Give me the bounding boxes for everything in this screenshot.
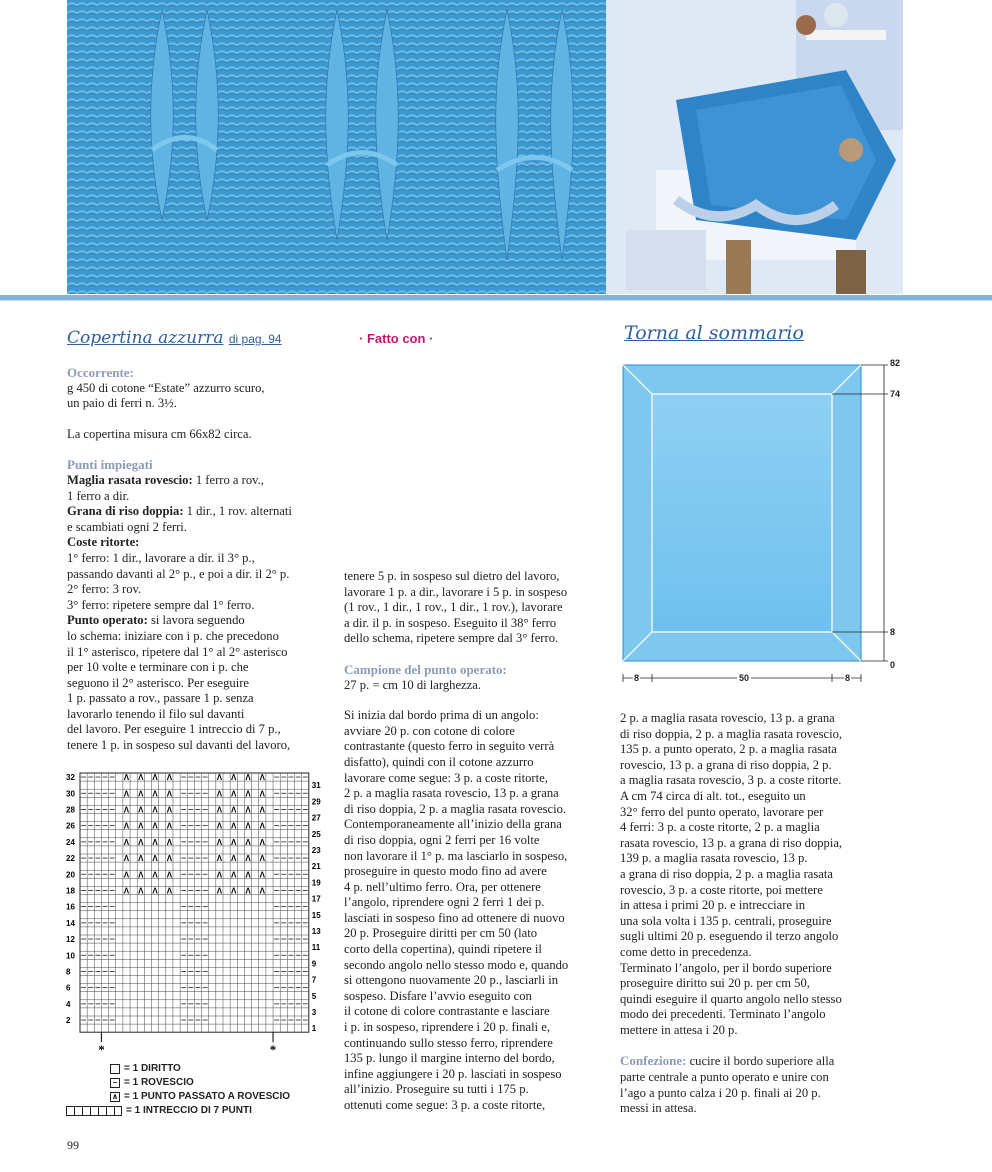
chart-row-number: 31 — [311, 781, 321, 791]
stitch-desc-line: 1 ferro a dir. — [67, 488, 130, 503]
slip-stitch-mark: Λ — [123, 773, 130, 783]
slip-stitch-mark: Λ — [216, 870, 223, 880]
size-note: La copertina misura cm 66x82 circa. — [67, 426, 252, 441]
stitch-desc-line: e scambiati ogni 2 ferri. — [67, 519, 187, 534]
slip-stitch-mark: Λ — [123, 870, 130, 880]
slip-stitch-mark: Λ — [259, 821, 265, 831]
text-line: quindi eseguire il quarto angolo nello stesso — [620, 991, 842, 1006]
text-line: come detto in precedenza. — [620, 944, 752, 959]
stitch-desc-line: passando davanti al 2° p., e poi a dir. il 2° p. — [67, 566, 290, 581]
chart-row-number: 6 — [66, 983, 71, 993]
stitch-desc-line: del lavoro. Per eseguire 1 intreccio di 7 p., — [67, 722, 281, 737]
text-line: parte centrale a punto operato e unire con — [620, 1070, 829, 1085]
chart-row-number: 3 — [311, 1008, 317, 1017]
text-line: 2 p. a maglia rasata rovescio, 13 p. a grana — [620, 711, 835, 725]
slip-stitch-mark: Λ — [166, 789, 173, 799]
slip-stitch-mark: Λ — [152, 789, 158, 799]
made-with-label: · Fatto con · — [359, 331, 434, 346]
text-line: sospeso. Disfare l’avvio eseguito con — [344, 988, 532, 1003]
slip-stitch-mark: Λ — [166, 821, 173, 831]
slip-stitch-mark: Λ — [259, 773, 265, 783]
slip-stitch-mark: Λ — [166, 886, 173, 896]
slip-stitch-mark: Λ — [245, 837, 251, 847]
text-line: ottenuti come segue: 3 p. a coste ritorte, — [344, 1098, 546, 1112]
gauge-text: 27 p. = cm 10 di larghezza. — [344, 677, 481, 692]
finishing-paragraph: Confezione: cucire il bordo superiore alla — [620, 1053, 835, 1069]
slip-stitch-mark: Λ — [231, 837, 237, 847]
chart-row-number: 14 — [66, 918, 75, 928]
slip-stitch-mark: Λ — [245, 870, 251, 880]
dim-label: 8 — [634, 673, 640, 683]
slip-stitch-mark: Λ — [216, 821, 223, 831]
cable-symbol-icon — [66, 1106, 122, 1116]
slip-stitch-mark: Λ — [123, 854, 130, 864]
chart-row-number: 19 — [311, 878, 321, 888]
materials-heading: Occorrente: — [67, 365, 134, 380]
text-line: l’angolo, riprendere ogni 2 ferri 1 dei p. — [344, 895, 545, 910]
slip-stitch-mark: Λ — [123, 837, 130, 847]
text-line: corto della copertina), quindi ripetere il — [344, 942, 542, 957]
slip-stitch-mark: Λ — [152, 773, 158, 783]
instructions-body — [620, 711, 890, 1038]
text-line: l’ago a punto calza i 20 p. finali ai 20 p. — [620, 1085, 821, 1100]
slip-stitch-mark: Λ — [259, 854, 265, 864]
stitch-chart-grid — [66, 770, 326, 1060]
text-line: lasciati in sospeso fino ad ottenere di nuovo — [344, 910, 565, 925]
text-line: modo dei precedenti. Terminato l’angolo — [620, 1007, 826, 1022]
dim-label: 0 — [890, 660, 896, 670]
pattern-title-link[interactable] — [67, 328, 282, 348]
column-1 — [67, 365, 332, 754]
materials-line: un paio di ferri n. 3½. — [67, 396, 177, 411]
slip-stitch-mark: Λ — [152, 805, 158, 815]
repeat-asterisk: * — [98, 1042, 105, 1058]
slip-stitch-mark: Λ — [259, 837, 265, 847]
slip-stitch-mark: Λ — [216, 805, 223, 815]
page-number: 99 — [67, 1138, 79, 1152]
text-line: Si inizia dal bordo prima di un angolo: — [344, 708, 539, 723]
slip-stitch-mark: Λ — [216, 886, 223, 896]
page-reference: di pag. 94 — [228, 332, 282, 346]
stitch-desc: Grana di riso doppia: 1 dir., 1 rov. alternati — [67, 504, 292, 519]
stitch-desc-line: seguono il 2° asterisco. Per eseguire — [67, 675, 250, 690]
text-line: a dir. il p. in sospeso. Eseguito il 38° ferro — [344, 615, 557, 630]
chart-row-number: 20 — [66, 870, 75, 880]
chart-row-number: 21 — [311, 862, 321, 872]
header-rule-thin — [0, 300, 992, 301]
slip-stitch-mark: Λ — [123, 821, 130, 831]
legend-purl: − = 1 ROVESCIO — [110, 1077, 194, 1088]
slip-stitch-mark: Λ — [123, 805, 130, 815]
stitch-desc-line: il 1° asterisco, ripetere dal 1° al 2° asterisco — [67, 644, 288, 659]
text-line: rasata rovescio, 13 p. a grana di riso doppia, — [620, 835, 843, 850]
knit-symbol-icon — [110, 1064, 120, 1074]
text-line: dello schema, ripetere sempre dal 3° ferro. — [344, 631, 559, 646]
text-line: rovescio, 3 p. a coste ritorte, poi mettere — [620, 882, 823, 897]
text-line: a maglia rasata rovescio, 3 p. a coste ritorte. — [620, 773, 842, 788]
instructions-body — [344, 708, 604, 1113]
slip-stitch-mark: Λ — [231, 886, 237, 896]
text-line: sugli ultimi 20 p. eseguendo il terzo angolo — [620, 929, 839, 944]
slip-stitch-mark: Λ — [259, 789, 265, 799]
stitch-desc-line: per 10 volte e terminare con i p. che — [67, 660, 249, 675]
slip-stitch-mark: Λ — [138, 805, 144, 815]
stitch-desc-line: tenere 1 p. in sospeso sul davanti del lavoro, — [67, 738, 291, 753]
text-line: continuando sullo stesso ferro, riprendere — [344, 1035, 553, 1050]
slip-stitch-mark: Λ — [259, 886, 265, 896]
text-line: di riso doppia, ogni 2 ferri per 16 volte — [344, 832, 540, 847]
chart-row-number: 13 — [311, 927, 321, 936]
dim-label: 82 — [890, 358, 901, 368]
chart-row-number: 26 — [66, 821, 75, 831]
slip-stitch-mark: Λ — [123, 789, 130, 799]
slip-stitch-mark: Λ — [216, 789, 223, 799]
chart-row-number: 11 — [311, 943, 321, 953]
text-line: 20 p. Proseguire diritti per cm 50 (lato — [344, 926, 538, 941]
chart-row-number: 12 — [66, 935, 75, 945]
slip-stitch-mark: Λ — [166, 854, 173, 864]
slip-symbol-icon: ∧ — [111, 1091, 119, 1101]
slip-stitch-mark: Λ — [231, 870, 237, 880]
text-line: contrastante (questo ferro in seguito verrà — [344, 739, 555, 754]
slip-stitch-mark: Λ — [166, 837, 173, 847]
text-line: di riso doppia, 2 p. a maglia rasata rovescio, — [620, 726, 843, 741]
slip-stitch-mark: Λ — [138, 854, 144, 864]
slip-stitch-mark: Λ — [231, 773, 237, 783]
slip-stitch-mark: Λ — [138, 789, 144, 799]
chart-row-number: 2 — [66, 1016, 71, 1026]
text-line: 2 p. a maglia rasata rovescio, 13 p. a grana — [344, 786, 559, 801]
text-line: di riso doppia, 2 p. a maglia rasata rovescio. — [344, 801, 567, 816]
slip-stitch-mark: Λ — [216, 854, 223, 864]
chart-row-number: 7 — [311, 975, 317, 985]
chart-row-number: 28 — [66, 805, 75, 815]
text-line: lavorare come segue: 3 p. a coste ritorte, — [344, 770, 548, 785]
text-line: si ottengono nuovamente 20 p., lasciarli in — [344, 973, 559, 988]
text-line: 32° ferro del punto operato, lavorare per — [620, 804, 824, 819]
text-line: mettere in attesa i 20 p. — [620, 1022, 738, 1037]
chart-row-number: 10 — [66, 951, 75, 961]
text-line: 139 p. a maglia rasata rovescio, 13 p. — [620, 851, 808, 866]
dim-label: 8 — [890, 627, 896, 637]
materials-line: g 450 di cotone “Estate” azzurro scuro, — [67, 380, 265, 395]
legend-cable: = 1 INTRECCIO DI 7 PUNTI — [66, 1105, 252, 1116]
stitch-desc-line: 1 p. passato a rov., passare 1 p. senza — [67, 691, 254, 706]
slip-stitch-mark: Λ — [245, 886, 251, 896]
text-line: proseguire diritto sui 20 p. per cm 50, — [620, 976, 810, 991]
slip-stitch-mark: Λ — [245, 854, 251, 864]
slip-stitch-mark: Λ — [231, 854, 237, 864]
chart-row-number: 30 — [66, 789, 75, 799]
text-line: proseguire in questo modo fino ad avere — [344, 864, 547, 879]
chart-row-number: 16 — [66, 902, 75, 912]
slip-stitch-mark: Λ — [216, 773, 223, 783]
back-to-contents-link[interactable]: Torna al sommario — [624, 322, 804, 344]
stitch-desc: Maglia rasata rovescio: 1 ferro a rov., — [67, 472, 264, 487]
slip-stitch-mark: Λ — [138, 886, 144, 896]
slip-stitch-mark: Λ — [166, 805, 173, 815]
repeat-asterisk: * — [269, 1042, 277, 1058]
chart-row-number: 23 — [311, 846, 321, 855]
slip-stitch-mark: Λ — [152, 854, 158, 864]
text-line: a grana di riso doppia, 2 p. a maglia rasata — [620, 866, 833, 881]
slip-stitch-mark: Λ — [231, 805, 237, 815]
text-line: 4 p. nell’ultimo ferro. Ora, per ottenere — [344, 879, 541, 894]
slip-stitch-mark: Λ — [152, 870, 158, 880]
stitch-label: Coste ritorte: — [67, 535, 140, 550]
text-line: 135 p. lungo il margine interno del bordo, — [344, 1051, 555, 1066]
chart-row-number: 5 — [311, 991, 317, 1001]
slip-stitch-mark: Λ — [245, 821, 251, 831]
stitch-desc-line: lavorarlo tenendo il filo sul davanti — [67, 706, 245, 721]
slip-stitch-mark: Λ — [231, 789, 237, 799]
text-line: all’inizio. Proseguire su tutti i 175 p. — [344, 1082, 529, 1097]
text-line: una sola volta i 135 p. centrali, proseguire — [620, 913, 832, 928]
chart-row-number: 22 — [66, 854, 75, 864]
text-line: tenere 5 p. in sospeso sul dietro del lavoro, — [344, 569, 560, 583]
chart-row-number: 27 — [311, 813, 321, 823]
slip-stitch-mark: Λ — [245, 789, 251, 799]
chart-row-number: 1 — [311, 1024, 317, 1034]
stitch-desc-line: 1° ferro: 1 dir., lavorare a dir. il 3° p., — [67, 550, 255, 565]
column-2 — [344, 569, 604, 1114]
text-line: Contemporaneamente all’inizio della grana — [344, 817, 562, 832]
stitches-heading: Punti impiegati — [67, 457, 153, 473]
slip-stitch-mark: Λ — [152, 837, 158, 847]
text-line: non lavorare il 1° p. ma lasciarlo in sospeso, — [344, 848, 568, 863]
slip-stitch-mark: Λ — [166, 870, 173, 880]
slip-stitch-mark: Λ — [245, 805, 251, 815]
blanket-diagram — [618, 356, 908, 686]
text-line: A cm 74 circa di alt. tot., eseguito un — [620, 788, 806, 803]
slip-stitch-mark: Λ — [166, 773, 173, 783]
chart-row-number: 18 — [66, 886, 75, 896]
chart-row-number: 32 — [66, 773, 75, 783]
purl-symbol-icon: − — [110, 1078, 120, 1088]
text-line: infine aggiungere i 20 p. lasciati in sospeso — [344, 1066, 562, 1081]
text-line: (1 rov., 1 dir., 1 rov., 1 dir., 1 rov.), lavorare — [344, 600, 563, 615]
slip-stitch-mark: Λ — [138, 837, 144, 847]
chart-row-number: 15 — [311, 910, 321, 920]
stitch-desc-line: 3° ferro: ripetere sempre dal 1° ferro. — [67, 597, 255, 612]
text-line: Terminato l’angolo, per il bordo superiore — [620, 960, 832, 975]
slip-stitch-mark: Λ — [138, 870, 144, 880]
pattern-title: Copertina azzurra — [67, 328, 224, 348]
slip-stitch-mark: Λ — [216, 837, 223, 847]
chart-row-number: 8 — [66, 967, 71, 977]
legend-knit: = 1 DIRITTO — [110, 1063, 181, 1074]
slip-stitch-mark: Λ — [138, 773, 144, 783]
stitch-chart — [66, 770, 326, 1060]
text-line: il cotone di colore contrastante e lasciare — [344, 1004, 550, 1019]
chart-row-number: 17 — [311, 894, 321, 904]
column-3 — [620, 711, 890, 1117]
stitch-desc-line: lo schema: iniziare con i p. che precedono — [67, 628, 279, 643]
chart-row-number: 9 — [311, 959, 317, 969]
stitch-desc: Punto operato: si lavora seguendo — [67, 613, 245, 628]
chart-row-number: 25 — [311, 829, 321, 839]
text-line: 4 ferri: 3 p. a coste ritorte, 2 p. a maglia — [620, 820, 820, 835]
slip-stitch-mark: Λ — [231, 821, 237, 831]
dim-label: 8 — [845, 673, 851, 683]
chart-row-number: 24 — [66, 837, 75, 847]
stitch-photo — [67, 0, 606, 294]
text-line: disfatto), quindi con il cotone azzurro — [344, 754, 534, 769]
stitch-desc-line: 2° ferro: 3 rov. — [67, 582, 142, 597]
text-line: rovescio, 13 p. a grana di riso doppia, 2 p. — [620, 757, 832, 772]
slip-stitch-mark: Λ — [138, 821, 144, 831]
dim-label: 74 — [890, 389, 901, 399]
text-line: in attesa i primi 20 p. e intrecciare in — [620, 898, 805, 913]
slip-stitch-mark: Λ — [123, 886, 130, 896]
text-line: secondo angolo nello stesso modo e, quando — [344, 957, 569, 972]
legend-slip: ∧ = 1 PUNTO PASSATO A ROVESCIO — [111, 1091, 291, 1102]
gauge-heading: Campione del punto operato: — [344, 661, 507, 677]
slip-stitch-mark: Λ — [259, 870, 265, 880]
text-line: avviare 20 p. con cotone di colore — [344, 723, 515, 738]
slip-stitch-mark: Λ — [152, 821, 158, 831]
slip-stitch-mark: Λ — [245, 773, 251, 783]
blanket-photo — [606, 0, 903, 294]
text-line: messi in attesa. — [620, 1101, 697, 1116]
dim-label: 50 — [739, 673, 750, 683]
slip-stitch-mark: Λ — [259, 805, 265, 815]
chart-row-number: 4 — [66, 999, 71, 1009]
text-line: i p. in sospeso, riprendere i 20 p. finali e, — [344, 1020, 551, 1035]
text-line: lavorare 1 p. a dir., lavorare i 5 p. in sospeso — [344, 584, 568, 599]
slip-stitch-mark: Λ — [152, 886, 158, 896]
text-line: 135 p. a punto operato, 2 p. a maglia rasata — [620, 742, 837, 757]
chart-row-number: 29 — [311, 797, 321, 807]
